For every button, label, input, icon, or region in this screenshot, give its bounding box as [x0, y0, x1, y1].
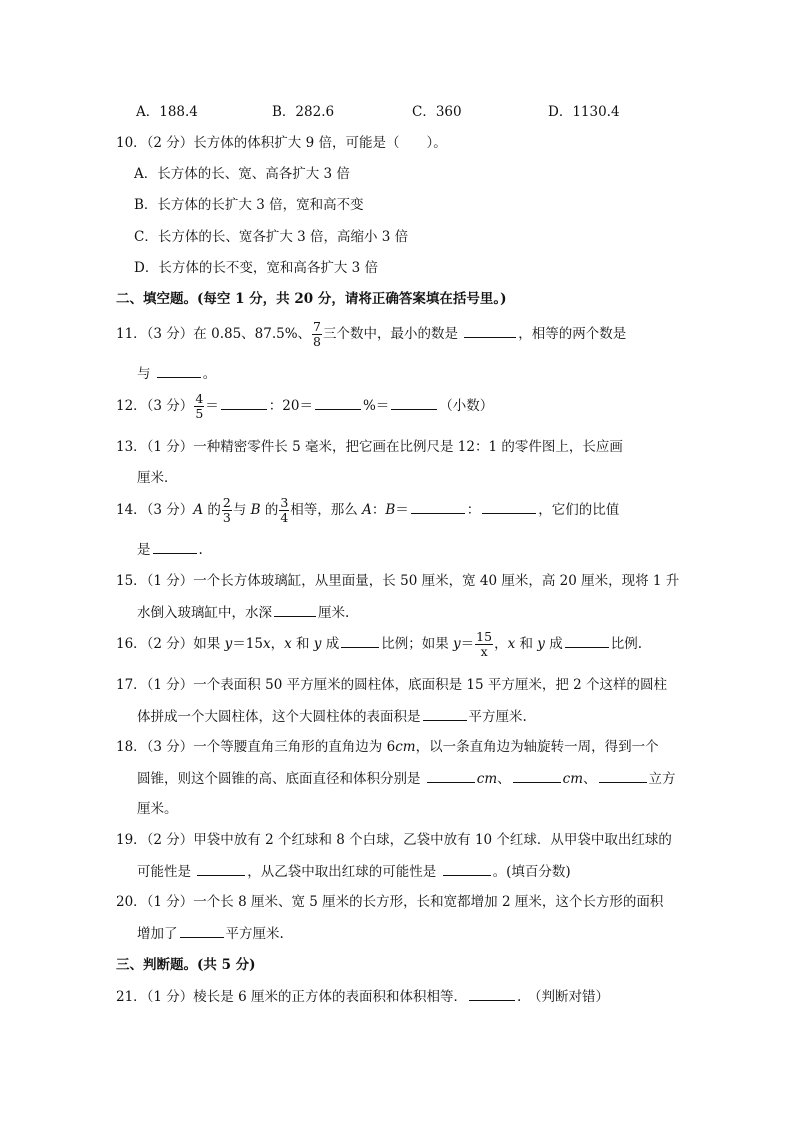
q12-text-3: ：20＝ — [268, 398, 313, 414]
q11-frac-den: 8 — [313, 334, 321, 349]
q20-text-3: 平方厘米. — [225, 926, 284, 942]
q14-text-11: . — [198, 542, 203, 558]
q16-fraction — [475, 630, 493, 659]
q12-blank-1[interactable] — [221, 395, 267, 410]
q16-text-5: 成 — [321, 636, 340, 652]
q14-fraction-2 — [279, 496, 289, 525]
q9-option-c: C．360 — [412, 104, 462, 120]
q18-text-1: 18．（3 分）一个等腰直角三角形的直角边为 6 — [116, 739, 396, 755]
q9-choices — [0, 102, 794, 122]
q14-blank-2[interactable] — [482, 499, 536, 514]
q14-text-1: 14．（3 分） — [116, 502, 194, 518]
q12-blank-2[interactable] — [315, 395, 361, 410]
q14-line2 — [137, 539, 203, 560]
q21-blank[interactable] — [469, 986, 515, 1001]
q12-text-5: （小数） — [439, 398, 494, 414]
q18-text-4: 立方 — [648, 771, 676, 787]
q12-fraction — [194, 392, 204, 421]
q14-var-b: B — [250, 502, 261, 518]
q14-fraction-1 — [222, 496, 232, 525]
q14-text-9: ，它们的比值 — [538, 502, 620, 518]
q16-text-7: ＝ — [460, 636, 475, 652]
q14-frac1-num: 2 — [222, 495, 231, 510]
q16-text-2: ＝15 — [232, 636, 263, 652]
q11-text-2: 三个数中，最小的数是 — [323, 326, 463, 342]
q13-line1: 13．（1 分）一种精密零件长 5 毫米，把它画在比例尺是 12：1 的零件图上，长应画 — [116, 439, 623, 455]
q13-line2 — [137, 468, 178, 488]
q11-blank-2[interactable] — [157, 363, 201, 378]
q11-text-1: 11．（3 分）在 0.85、87.5%、 — [116, 326, 312, 342]
q21-line — [116, 986, 609, 1007]
q19-text-3: ，从乙袋中取出红球的可能性是 — [247, 864, 441, 880]
q10-option-a: A．长方体的长、宽、高各扩大 3 倍 — [134, 166, 350, 182]
q19-blank-2[interactable] — [443, 861, 491, 876]
q10-option-d: D．长方体的长不变，宽和高各扩大 3 倍 — [134, 260, 378, 276]
q14-var-a: A — [193, 502, 204, 518]
q11-text-5: 。 — [202, 366, 217, 382]
q16-var-y2: y — [313, 636, 322, 652]
q14-frac2-den: 4 — [280, 510, 289, 525]
q19-line1: 19．（2 分）甲袋中放有 2 个红球和 8 个白球，乙袋中放有 10 个红球．从甲袋中取出红球的 — [116, 832, 672, 848]
q11-line1 — [116, 318, 626, 350]
q16-text-8: ， — [494, 636, 508, 652]
q18-blank-3[interactable] — [599, 768, 647, 783]
q12-text-4: %＝ — [362, 398, 390, 414]
q14-text-7: ＝ — [395, 502, 409, 518]
q17-text-3: 平方厘米. — [468, 709, 527, 725]
q14-text-10: 是 — [137, 542, 151, 558]
q14-text-3: 与 — [232, 502, 251, 518]
q18-text-2: ，以一条直角边为轴旋转一周，得到一个 — [415, 739, 659, 755]
q16-frac-den: x — [480, 644, 488, 659]
q18-text-3: 圆锥，则这个圆锥的高、底面直径和体积分别是 — [137, 771, 425, 787]
section-2-heading: 二、填空题。(每空 1 分，共 20 分，请将正确答案填在括号里。) — [116, 291, 507, 307]
q17-text-2: 体拼成一个大圆柱体，这个大圆柱体的表面积是 — [137, 709, 421, 725]
section-3-heading: 三、判断题。(共 5 分) — [116, 957, 256, 973]
q15-blank[interactable] — [274, 602, 316, 617]
q16-blank-2[interactable] — [565, 633, 609, 648]
q16-text-10: 成 — [544, 636, 563, 652]
q16-var-x3: x — [507, 636, 516, 652]
q19-line2 — [137, 861, 571, 882]
q12-blank-3[interactable] — [391, 395, 437, 410]
q15-line1: 15．（1 分）一个长方体玻璃缸，从里面量，长 50 厘米，宽 40 厘米，高 20 厘米，现将 1 升 — [116, 573, 680, 589]
q11-text-3: ，相等的两个数是 — [518, 326, 627, 342]
q16-var-x2: x — [284, 636, 292, 652]
q15-text-3: 厘米. — [318, 605, 350, 621]
q14-text-5: 相等，那么 — [290, 502, 363, 518]
q12-line — [116, 390, 493, 422]
q20-blank[interactable] — [180, 923, 224, 938]
q19-text-2: 可能性是 — [137, 864, 196, 880]
q18-unit-cm: cm — [395, 739, 416, 755]
q13-text-2: 厘米． — [137, 470, 178, 486]
q9-option-b: B．282.6 — [272, 104, 335, 120]
q18-unit-1: cm — [476, 771, 498, 787]
q14-text-4: 的 — [260, 502, 279, 518]
q20-line1: 20．（1 分）一个长 8 厘米、宽 5 厘米的长方形，长和宽都增加 2 厘米，这个长方形的面积 — [116, 894, 664, 910]
q18-line2 — [137, 768, 676, 789]
q14-blank-3[interactable] — [153, 539, 197, 554]
q16-var-y1: y — [224, 636, 233, 652]
q9-option-a: A．188.4 — [136, 104, 198, 120]
q18-sep-2: 、 — [583, 771, 597, 787]
q11-blank-1[interactable] — [464, 323, 516, 338]
q12-text-2: ＝ — [205, 398, 219, 414]
q18-sep-1: 、 — [497, 771, 511, 787]
q18-blank-1[interactable] — [427, 768, 475, 783]
q12-frac-den: 5 — [195, 406, 204, 421]
q14-var-b2: B — [385, 502, 396, 518]
q14-frac1-den: 3 — [222, 510, 231, 525]
q14-text-2: 的 — [203, 502, 221, 518]
q16-text-9: 和 — [515, 636, 538, 652]
q17-blank[interactable] — [423, 706, 467, 721]
q14-frac2-num: 3 — [280, 495, 289, 510]
q16-var-y4: y — [537, 636, 545, 652]
q11-frac-num: 7 — [313, 319, 321, 334]
q12-text-1: 12．（3 分） — [116, 398, 194, 414]
q20-text-2: 增加了 — [137, 926, 178, 942]
q16-var-x1: x — [262, 636, 271, 652]
q16-frac-num: 15 — [476, 629, 493, 644]
q16-text-1: 16．（2 分）如果 — [116, 636, 225, 652]
q10-stem: 10．（2 分）长方体的体积扩大 9 倍，可能是（ ）。 — [116, 135, 447, 151]
q10-option-b: B．长方体的长扩大 3 倍，宽和高不变 — [134, 197, 364, 213]
q21-text-1: 21．（1 分）棱长是 6 厘米的正方体的表面积和体积相等． — [116, 989, 467, 1005]
q9-option-d: D．1130.4 — [548, 104, 620, 120]
q16-text-4: 和 — [291, 636, 314, 652]
q20-line2 — [137, 923, 284, 944]
q14-blank-1[interactable] — [411, 499, 465, 514]
q16-text-3: ， — [270, 636, 285, 652]
q17-line1: 17．（1 分）一个表面积 50 平方厘米的圆柱体，底面积是 15 平方厘米，把 2 个这样的圆柱 — [116, 677, 668, 693]
q19-blank-1[interactable] — [197, 861, 245, 876]
q11-text-4: 与 — [137, 366, 155, 382]
q18-blank-2[interactable] — [513, 768, 561, 783]
q19-text-4: 。(填百分数) — [492, 864, 571, 880]
q14-text-8: ： — [466, 502, 481, 518]
q18-unit-2: cm — [562, 771, 584, 787]
q15-line2 — [137, 602, 349, 623]
q16-text-6: 比例；如果 — [381, 636, 454, 652]
q14-text-6: ： — [371, 502, 386, 518]
q18-line3: 厘米。 — [137, 801, 178, 817]
q11-line2 — [137, 363, 216, 384]
q10-option-c: C．长方体的长、宽各扩大 3 倍，高缩小 3 倍 — [134, 229, 409, 245]
q15-text-2: 水倒入玻璃缸中，水深 — [137, 605, 272, 621]
q16-var-y3: y — [453, 636, 461, 652]
q16-line — [116, 628, 642, 660]
q11-fraction — [312, 320, 322, 349]
q12-frac-num: 4 — [195, 391, 204, 406]
q21-text-2: . （判断对错） — [516, 989, 610, 1005]
q17-line2 — [137, 706, 527, 727]
q14-var-a2: A — [362, 502, 372, 518]
q14-line1 — [116, 494, 619, 526]
q16-text-11: 比例. — [610, 636, 643, 652]
q18-line1 — [116, 737, 659, 757]
q16-blank-1[interactable] — [341, 633, 379, 648]
